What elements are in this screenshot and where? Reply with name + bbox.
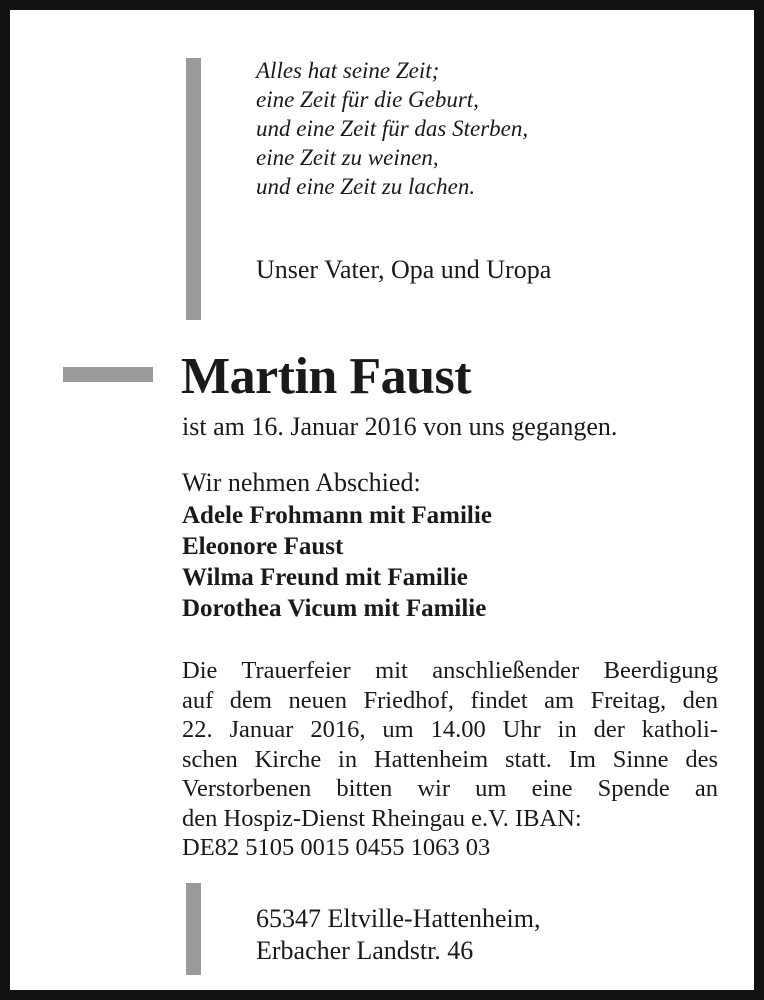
service-line: auf dem neuen Friedhof, findet am Freitag, den [182, 686, 718, 714]
decorative-bar-vertical-top [186, 58, 201, 320]
service-line: schen Kirche in Hattenheim statt. Im Sinne des [182, 745, 718, 773]
service-line: Verstorbenen bitten wir um eine Spende an [182, 775, 718, 802]
service-line: 22. Januar 2016, um 14.00 Uhr in der katholi- [182, 716, 718, 743]
decorative-bar-horizontal [63, 367, 153, 382]
farewell-heading: Wir nehmen Abschied: [182, 468, 421, 497]
quote-line: und eine Zeit für das Sterben, [256, 116, 529, 141]
service-line: DE82 5105 0015 0455 1063 03 [182, 834, 491, 861]
quote-line: eine Zeit für die Geburt, [256, 87, 479, 112]
address-city: 65347 Eltville-Hattenheim, [256, 904, 541, 933]
decorative-bar-vertical-bottom [186, 883, 201, 975]
mourner-name: Dorothea Vicum mit Familie [182, 595, 487, 622]
address-block [256, 903, 541, 967]
mourner-name: Wilma Freund mit Familie [182, 564, 468, 591]
quote-block [256, 56, 528, 201]
service-line: den Hospiz-Dienst Rheingau e.V. IBAN: [182, 804, 582, 832]
intro-line: Unser Vater, Opa und Uropa [256, 255, 552, 284]
quote-line: Alles hat seine Zeit; [256, 58, 440, 83]
passed-line: ist am 16. Januar 2016 von uns gegangen. [182, 412, 618, 441]
quote-line: und eine Zeit zu lachen. [256, 174, 476, 199]
quote-line: eine Zeit zu weinen, [256, 145, 439, 170]
service-line: Die Trauerfeier mit anschließender Beerdigung [182, 657, 718, 684]
service-details [182, 656, 718, 863]
mourner-name: Adele Frohmann mit Familie [182, 502, 492, 529]
deceased-name: Martin Faust [181, 348, 472, 405]
address-street: Erbacher Landstr. 46 [256, 936, 474, 965]
mourner-name: Eleonore Faust [182, 533, 344, 560]
mourners-list [182, 500, 492, 624]
